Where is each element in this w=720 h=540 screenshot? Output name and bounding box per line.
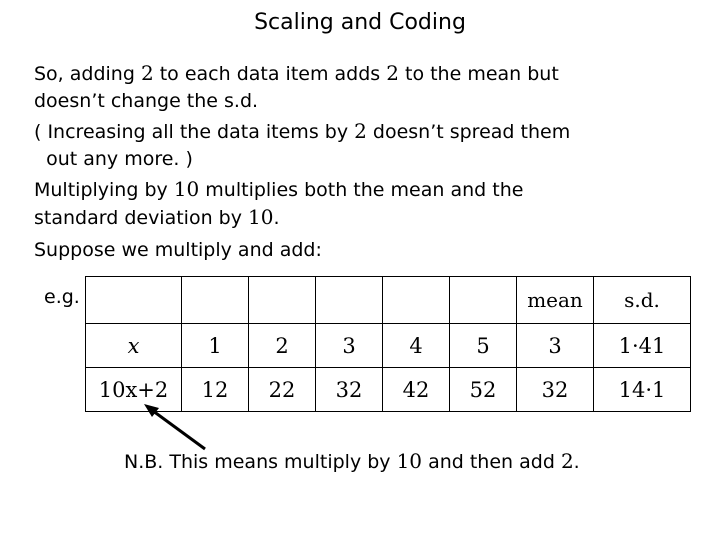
paragraph-adding-line-2: doesn’t change the s.d.: [34, 90, 259, 112]
table-cell-sd: 1·41: [594, 324, 691, 368]
paragraph-suppose: Suppose we multiply and add:: [34, 239, 322, 261]
table-cell: 12: [182, 368, 249, 412]
table-cell: 52: [450, 368, 517, 412]
table-cell: 2: [249, 324, 316, 368]
table-cell: 4: [383, 324, 450, 368]
table-cell: 1: [182, 324, 249, 368]
paragraph-increasing-line-1: ( Increasing all the data items by 2 doesn’t spread them: [34, 119, 571, 143]
header-cell-sd: s.d.: [594, 277, 691, 324]
arrow-shaft: [149, 408, 205, 449]
table-cell-sd: 14·1: [594, 368, 691, 412]
paragraph-increasing-line-2: out any more. ): [34, 148, 193, 170]
table-cell: 22: [249, 368, 316, 412]
paragraph-multiplying-line-2: standard deviation by 10.: [34, 205, 280, 229]
table-cell: 42: [383, 368, 450, 412]
table-cell-mean: 3: [517, 324, 594, 368]
table-cell-mean: 32: [517, 368, 594, 412]
paragraph-multiplying-line-1: Multiplying by 10 multiplies both the mean and the: [34, 177, 524, 201]
header-cell-mean: mean: [517, 277, 594, 324]
note-nb: N.B. This means multiply by 10 and then add 2.: [124, 449, 580, 473]
table-cell: 5: [450, 324, 517, 368]
page-title: Scaling and Coding: [254, 10, 466, 35]
table-cell: 32: [316, 368, 383, 412]
row-label-x: x: [86, 324, 182, 368]
example-label: e.g.: [44, 286, 80, 308]
paragraph-adding-line-1: So, adding 2 to each data item adds 2 to the mean but: [34, 61, 559, 85]
table-cell: 3: [316, 324, 383, 368]
row-label-10x-plus-2: 10x+2: [86, 368, 182, 412]
